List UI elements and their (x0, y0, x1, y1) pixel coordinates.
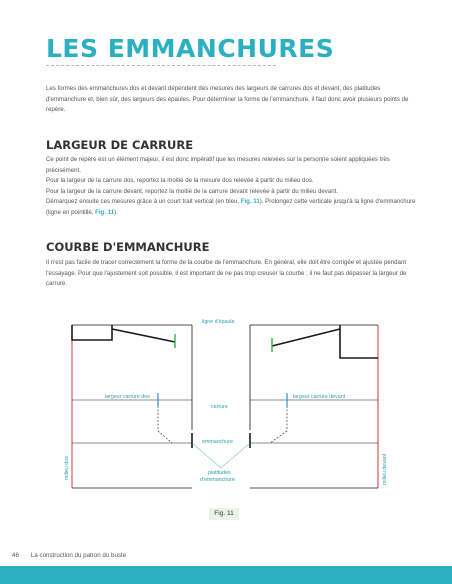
label-shoulder-line: ligne d'épaule (202, 319, 235, 325)
label-back-width: largeur carrure dos (105, 394, 150, 400)
carrure-paragraph-4: Démarquez ensuite ces mesures grâce à un court trait vertical (en bleu, Fig. 11). Prolongez cette verticale jusqu'à la ligne d'emmanchure (ligne en pointillé, Fig. 11). (46, 198, 416, 216)
label-center-front: milieu devant (382, 453, 388, 485)
page-title: LES EMMANCHURES (46, 34, 335, 63)
label-center-back: milieu dos (64, 456, 70, 480)
label-platitudes-emmanchure: d'emmanchure (200, 477, 235, 483)
title-underline (46, 65, 276, 66)
front-neck (340, 325, 378, 358)
section-heading-carrure: LARGEUR DE CARRURE (46, 138, 194, 152)
figure-caption: Fig. 11 (209, 508, 239, 520)
carrure-paragraph-3: Pour la largeur de la carrure devant, reportez la moitié de la carrure devant relevée à partir du milieu devant. (46, 187, 338, 195)
label-carrure: carrure (211, 404, 228, 410)
page-number: 46 (12, 552, 19, 559)
back-shoulder-line (112, 329, 175, 342)
page-footer (12, 552, 126, 559)
figure-reference[interactable]: Fig. 11 (95, 208, 115, 216)
intro-text: Les formes des emmanchures dos et devant dépendent des mesures des largeurs de carrures dos et devant, des platitudes d'emmanchure et, bien sûr, des largeurs des épaules. Pour déterminer la forme de l'emmanchure, il faut donc avoir plusieurs points de repère. (46, 85, 409, 114)
footer-color-bar (0, 566, 452, 584)
footer-chapter-title: La construction du patron du buste (30, 552, 127, 559)
section-courbe-body (46, 258, 418, 290)
label-platitudes: platitudes (208, 470, 231, 476)
figure-reference[interactable]: Fig. 11 (240, 198, 260, 206)
center-annotations (192, 319, 250, 483)
carrure-paragraph-1: Ce point de repère est un élément majeur, il est donc impératif que les mesures relevées sur la personne soient appliquées très précisément. (46, 156, 390, 174)
back-neck (72, 325, 112, 340)
armhole-diagram (50, 310, 402, 502)
front-pattern-piece (250, 325, 388, 488)
label-front-width: largeur carrure devant (293, 394, 346, 400)
intro-paragraph (46, 84, 418, 116)
front-shoulder-line (272, 329, 340, 346)
section-carrure-body (46, 155, 418, 219)
carrure-paragraph-2: Pour la largeur de la carrure dos, reportez la moitié de la mesure dos relevée à partir du milieu dos. (46, 177, 314, 185)
label-emmanchure: emmanchure (202, 439, 233, 445)
back-pattern-piece (64, 325, 192, 488)
section-heading-courbe: COURBE D'EMMANCHURE (46, 240, 210, 254)
courbe-paragraph-1: Il n'est pas facile de tracer correctement la forme de la courbe de l'emmanchure. En général, elle doit être corrigée et ajustée pendant l'essayage. Pour que l'ajustement soit possible, il est important de ne pas trop creuser la courbe ; il ne faut pas dépasser la largeur de carrure. (46, 259, 407, 288)
